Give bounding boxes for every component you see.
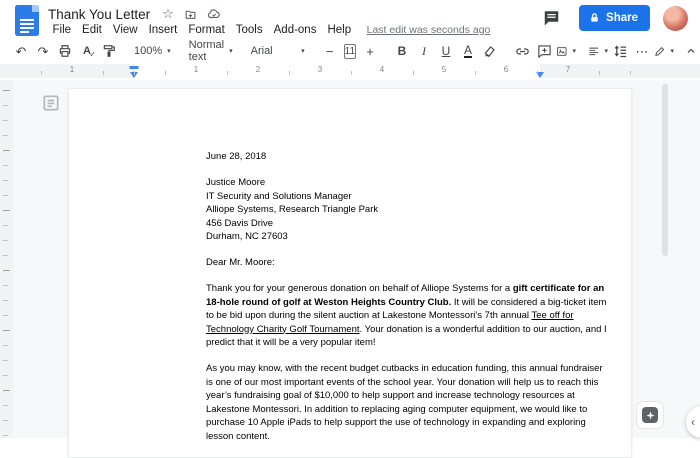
vertical-ruler-tick [3,435,8,436]
paragraph-style-select[interactable]: Normal text ▾ [188,39,233,63]
cloud-status-icon[interactable] [207,7,221,21]
chevron-down-icon: ▾ [604,48,609,55]
vertical-ruler-tick [3,150,10,151]
chevron-up-icon [685,45,697,57]
text-segment: is one of our most important events of the school year. Your donation will help us to reach this [206,376,599,388]
text-segment: Justice Moore [206,177,266,188]
text-line [206,256,607,270]
document-canvas [0,80,700,442]
vertical-ruler-tick [3,285,8,286]
add-comment-icon [537,44,552,59]
text-segment: . Your donation is a wonderful addition to our auction, and I [359,323,607,335]
ruler-label: 4 [379,65,385,74]
text-segment: to be bid upon during the silent auction at Lakestone Montessori’s 7th annual [206,310,532,321]
text-segment: gift certificate for an [512,283,605,294]
ruler-label: 5 [441,65,447,74]
font-family-select[interactable]: Arial ▾ [250,45,305,57]
ruler-tick [289,71,290,75]
ruler-label: 6 [503,65,509,74]
vertical-ruler-tick [3,225,8,226]
date-block [206,150,607,164]
text-line [206,309,607,323]
page[interactable] [68,88,632,458]
recipient-block [206,176,607,244]
text-line [206,416,607,430]
document-outline-icon [41,93,61,113]
bold-button[interactable]: B [397,44,407,58]
text-segment: Technology Charity Golf Tournament [206,323,360,335]
vertical-ruler-tick [3,330,10,331]
add-comment-button[interactable] [534,41,554,61]
text-line [206,403,607,417]
menu-tools[interactable]: Tools [235,24,263,36]
vertical-ruler-tick [3,195,8,196]
ruler-tick [41,71,42,75]
star-icon[interactable]: ☆ [162,6,174,21]
comments-icon[interactable] [542,9,561,27]
text-segment: Alliope Systems, Research Triangle Park [206,204,379,215]
highlight-color-button[interactable] [480,41,500,61]
collapse-toolbar-button[interactable] [681,41,700,61]
text-segment: purchase 10 Apple iPads to help support the use of technology in expanding and exploring [206,417,586,428]
vertical-ruler-tick [3,420,8,421]
image-icon [556,44,567,59]
menu-edit[interactable]: Edit [82,24,102,36]
docs-logo-fold [32,5,39,12]
italic-button[interactable]: I [422,43,427,58]
vertical-ruler-tick [3,300,8,301]
editing-mode-button[interactable] [654,41,674,61]
show-outline-button[interactable] [40,92,62,114]
ruler-tick [227,71,228,75]
text-segment: lesson content. [206,430,270,442]
chevron-left-icon: ‹ [691,415,695,429]
ruler-label: 7 [565,65,571,74]
first-line-indent-marker[interactable] [130,66,139,69]
format-toolbar [0,40,700,62]
paint-format-icon [102,44,116,58]
chevron-down-icon: ▾ [670,48,675,55]
insert-image-button[interactable] [556,41,576,61]
ruler-tick [475,71,476,75]
text-segment: IT Security and Solutions Manager [206,190,352,202]
vertical-ruler-tick [3,90,10,91]
font-size-input[interactable]: 11 [344,45,356,57]
horizontal-ruler[interactable] [0,62,700,80]
text-segment: Lakestone Montessori. In addition to replacing aging computer equipment, we would like to [206,403,588,415]
paragraph-1 [206,282,607,350]
ruler-label: 2 [255,65,261,74]
ruler-tick [537,71,538,75]
align-button[interactable] [588,41,608,61]
spellcheck-button[interactable] [77,41,97,61]
chevron-down-icon: ▾ [167,48,171,55]
ruler-label: 1 [193,65,199,74]
undo-button[interactable]: ↶ [15,43,27,59]
docs-logo-icon[interactable] [15,5,39,36]
header-actions [542,5,688,31]
text-line [206,217,607,231]
vertical-ruler-tick [3,270,10,271]
text-segment: predict that it will be a very popular item! [206,337,376,348]
salutation-block [206,256,607,270]
vertical-ruler-tick [3,210,10,211]
ruler-tick [103,71,104,75]
explore-button[interactable] [636,401,664,429]
chevron-down-icon: ▾ [572,48,577,55]
chevron-down-icon: ▾ [301,48,305,55]
highlighter-icon [483,44,497,58]
share-label: Share [606,12,638,24]
text-line [206,362,607,376]
app-header [0,0,700,40]
vertical-ruler-tick [3,375,8,376]
ruler-tick [165,71,166,75]
increase-font-size-button[interactable]: + [366,43,374,59]
vertical-ruler-tick [3,390,10,391]
paragraph-2 [206,362,607,443]
menu-help[interactable]: Help [327,24,352,36]
text-line [206,150,607,164]
text-line [206,203,607,217]
vertical-ruler-tick [3,135,8,136]
vertical-ruler-tick [3,120,8,121]
vertical-ruler-tick [3,405,8,406]
vertical-ruler-tick [3,105,8,106]
vertical-ruler-tick [3,315,8,316]
side-panel-toggle[interactable] [686,406,700,438]
vertical-ruler-tick [3,360,8,361]
ruler-tick [413,71,414,75]
text-segment: 456 Davis Drive [206,217,274,229]
text-line [206,190,607,204]
text-line [206,430,607,444]
vertical-ruler-tick [3,165,8,166]
last-edit-link[interactable]: Last edit was seconds ago [366,24,491,36]
vertical-ruler-tick [3,240,8,241]
lock-icon [589,12,600,24]
print-button[interactable] [55,41,75,61]
account-avatar[interactable] [663,6,688,31]
redo-button[interactable]: ↷ [37,43,49,59]
underline-button[interactable]: U [441,44,451,58]
line-spacing-icon [613,44,628,59]
menu-insert[interactable]: Insert [148,24,178,36]
ruler-label: 3 [317,65,323,74]
vertical-scrollbar[interactable] [662,84,668,256]
text-segment: It will be considered a big-ticket item [451,296,607,308]
chevron-down-icon: ▾ [229,48,233,55]
align-left-icon [588,44,599,59]
ruler-tick [351,71,352,75]
menu-bar [47,24,490,36]
share-button[interactable] [579,5,650,31]
text-line [206,389,607,403]
move-folder-icon[interactable] [184,8,197,21]
ruler-tick [630,71,631,75]
title-row [48,6,231,22]
menu-view[interactable]: View [112,24,138,36]
pencil-icon [654,45,665,58]
text-line [206,282,607,296]
text-color-button[interactable]: A [464,43,473,57]
more-options-button[interactable]: ⋯ [635,43,649,59]
text-segment: 18-hole round of golf at Weston Heights Country Club. [206,296,452,308]
text-segment: As you may know, with the recent budget cutbacks in education funding, this annual fundraiser [206,363,603,374]
ruler-label: 1 [69,65,75,74]
ruler-tick [134,71,135,75]
explore-icon [642,407,658,423]
vertical-ruler-tick [3,180,8,181]
text-segment: Tee off for [531,310,574,321]
vertical-ruler-tick [3,255,8,256]
text-segment: June 28, 2018 [206,151,267,162]
menu-format[interactable]: Format [188,24,225,36]
text-line [206,296,607,310]
vertical-ruler-tick [3,345,8,346]
line-spacing-button[interactable] [610,41,630,61]
text-line [206,323,607,337]
menu-addons[interactable]: Add-ons [273,24,317,36]
text-segment: Durham, NC 27603 [206,231,288,242]
insert-link-button[interactable] [512,41,532,61]
text-segment: Thank you for your generous donation on behalf of Alliope Systems for a [206,283,513,294]
letter-body[interactable] [206,150,607,456]
zoom-select[interactable]: 100% ▾ [134,45,171,57]
paint-format-button[interactable] [99,41,119,61]
text-line [206,230,607,244]
menu-file[interactable]: File [52,24,72,36]
ruler-tick [599,71,600,75]
text-segment: year’s fundraising goal of $10,000 to help support and increase technology resources at [206,390,575,401]
text-segment: Dear Mr. Moore: [206,257,275,268]
text-line [206,336,607,350]
document-title[interactable]: Thank You Letter [48,6,151,22]
spellcheck-icon: A ✓ [83,44,96,59]
vertical-ruler[interactable] [0,80,13,438]
link-icon [515,44,530,59]
print-icon [58,44,72,58]
text-line [206,176,607,190]
text-line [206,376,607,390]
decrease-font-size-button[interactable]: − [325,43,334,59]
